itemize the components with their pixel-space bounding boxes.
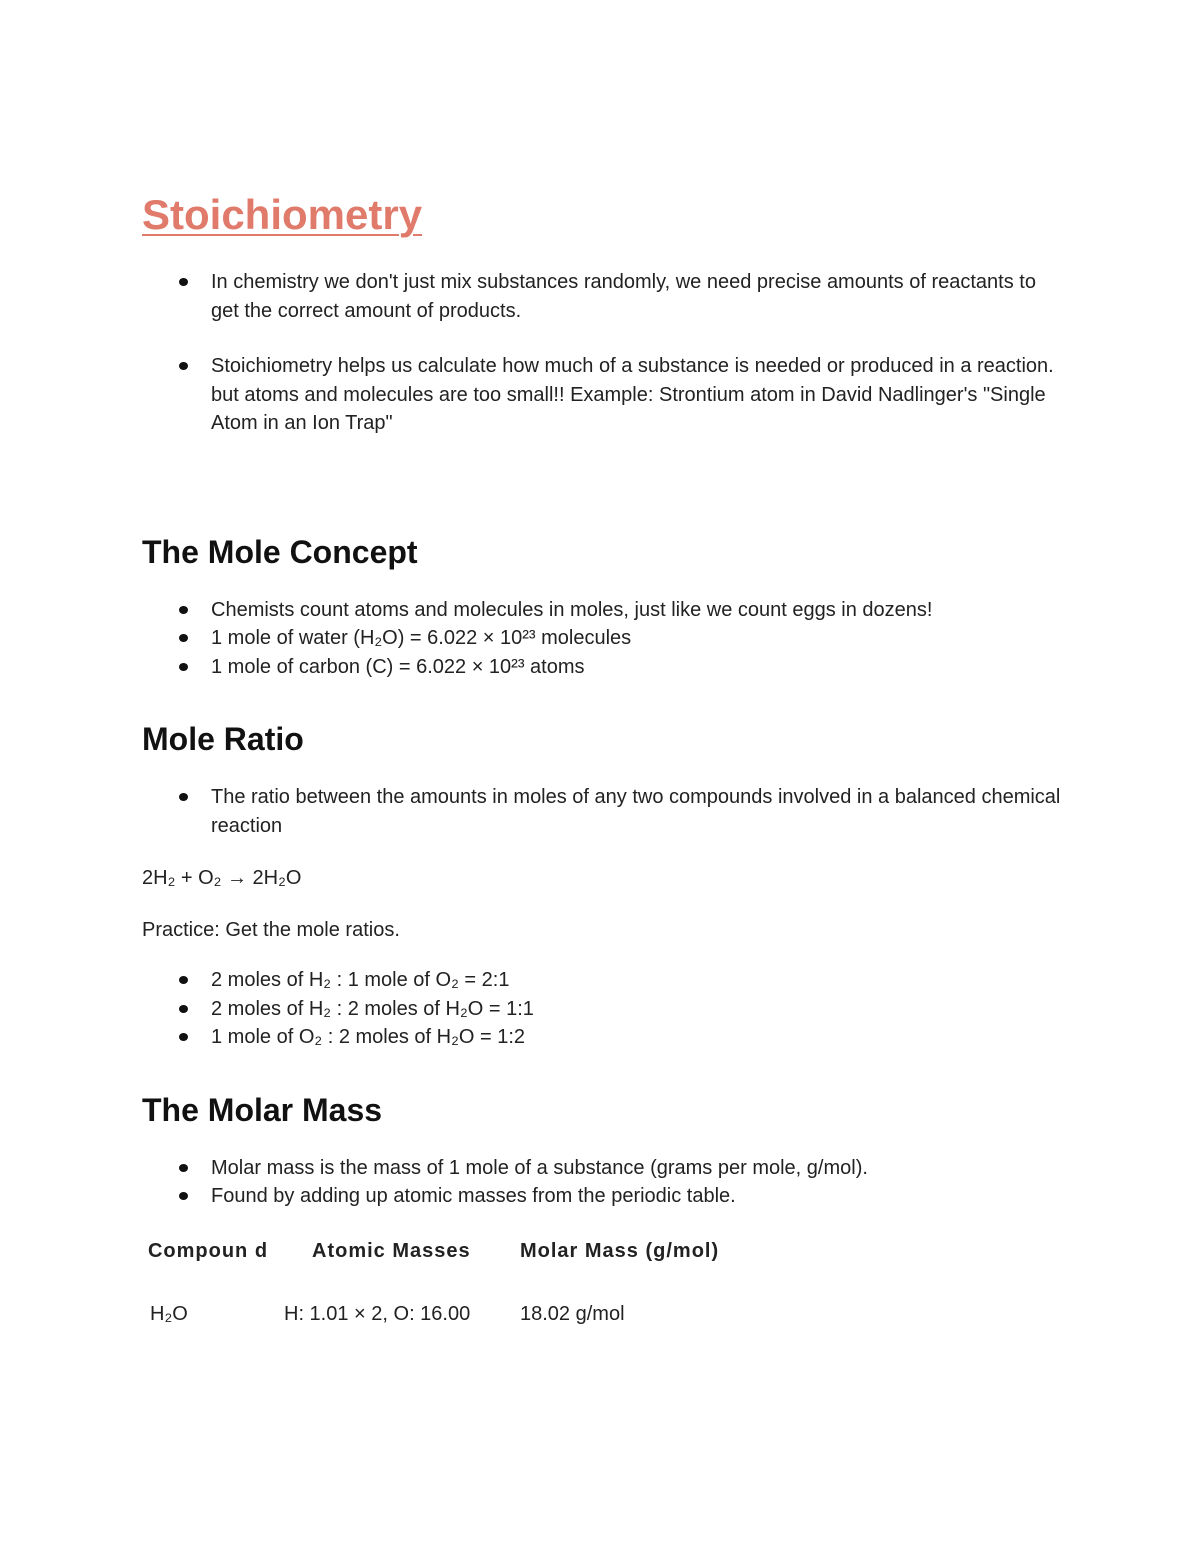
list-item: 1 mole of O₂ : 2 moles of H₂O = 1:2 — [142, 1023, 1062, 1052]
list-item: In chemistry we don't just mix substances randomly, we need precise amounts of reactants to get the correct amount of products. — [142, 268, 1062, 325]
bullet-icon — [179, 362, 188, 370]
list-item: Stoichiometry helps us calculate how much of a substance is needed or produced in a reaction. but atoms and molecules are too small!! Example: Strontium atom in David Nadlinger's "Single Atom in an Ion Trap" — [142, 352, 1062, 438]
list-item: The ratio between the amounts in moles of any two compounds involved in a balanced chemical reaction — [142, 783, 1062, 840]
bullet-icon — [179, 634, 188, 642]
mole-ratio-list — [142, 783, 1062, 840]
bullet-icon — [179, 278, 188, 286]
list-item: Chemists count atoms and molecules in moles, just like we count eggs in dozens! — [142, 596, 1062, 625]
list-item: 2 moles of H₂ : 2 moles of H₂O = 1:1 — [142, 995, 1062, 1024]
bullet-icon — [179, 1005, 188, 1013]
section-heading-mole-concept: The Mole Concept — [142, 533, 418, 570]
molar-mass-table — [142, 1225, 760, 1329]
table-header-atomic-masses: Atomic Masses — [312, 1239, 471, 1262]
list-item: Found by adding up atomic masses from the periodic table. — [142, 1182, 1062, 1211]
table-header-compound: Compoun d — [147, 1239, 269, 1262]
intro-list — [142, 268, 1062, 438]
mole-ratio-practice-list — [142, 966, 1062, 1052]
document-title: Stoichiometry — [142, 191, 423, 238]
bullet-icon — [179, 1033, 188, 1041]
list-item: 1 mole of water (H₂O) = 6.022 × 10²³ molecules — [142, 624, 1062, 653]
chemical-equation: 2H₂ + O₂ → 2H₂O — [142, 867, 302, 889]
bullet-icon — [179, 793, 188, 801]
table-cell-compound: H₂O — [150, 1303, 188, 1325]
molar-mass-list — [142, 1154, 1062, 1211]
document-page — [142, 190, 1062, 1329]
list-item: 1 mole of carbon (C) = 6.022 × 10²³ atoms — [142, 653, 1062, 682]
bullet-icon — [179, 1192, 188, 1200]
bullet-icon — [179, 606, 188, 614]
bullet-icon — [179, 663, 188, 671]
table-cell-atomic-masses: H: 1.01 × 2, O: 16.00 — [284, 1303, 471, 1325]
list-item: Molar mass is the mass of 1 mole of a substance (grams per mole, g/mol). — [142, 1154, 1062, 1183]
bullet-icon — [179, 976, 188, 984]
bullet-icon — [179, 1164, 188, 1172]
practice-text: Practice: Get the mole ratios. — [142, 918, 400, 941]
table-header-molar-mass: Molar Mass (g/mol) — [520, 1239, 720, 1262]
table-header-row — [142, 1225, 760, 1266]
section-heading-molar-mass: The Molar Mass — [142, 1091, 383, 1128]
mole-concept-list — [142, 596, 1062, 682]
table-row — [142, 1265, 760, 1329]
table-cell-molar-mass: 18.02 g/mol — [520, 1303, 625, 1325]
list-item: 2 moles of H₂ : 1 mole of O₂ = 2:1 — [142, 966, 1062, 995]
section-heading-mole-ratio: Mole Ratio — [142, 721, 304, 757]
